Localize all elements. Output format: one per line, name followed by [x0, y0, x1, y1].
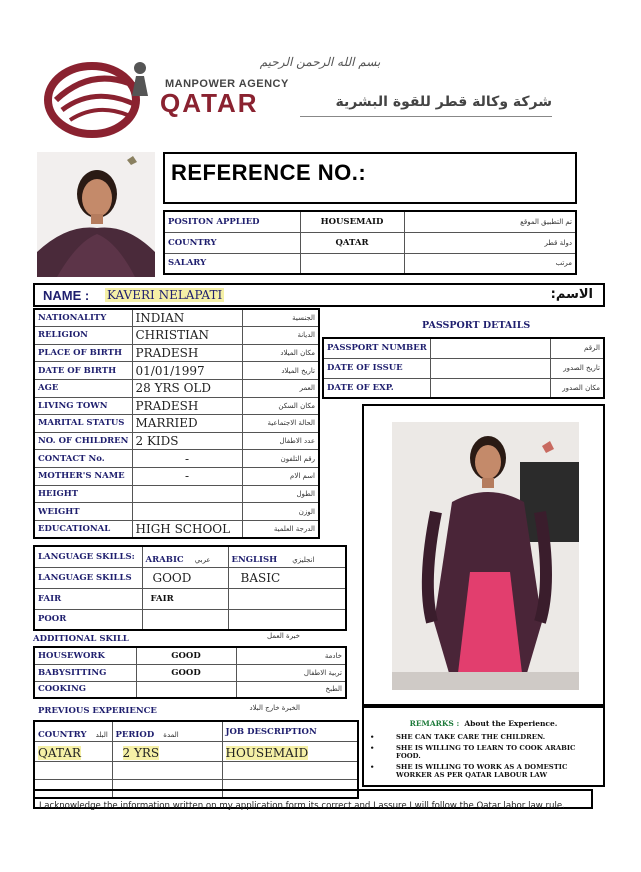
mother-s-name-value: -	[132, 467, 242, 485]
age-value: 28 YRS OLD	[132, 379, 242, 397]
babysitting-label: BABYSITTING	[34, 664, 136, 681]
date-of-birth-value: 01/01/1997	[132, 362, 242, 380]
arabic-label-ar: عربي	[194, 556, 211, 565]
housework-arabic: خادمة	[236, 647, 346, 664]
no-of-children-value: 2 KIDS	[132, 432, 242, 450]
header-underline	[300, 116, 552, 117]
table-row	[34, 432, 319, 450]
position-table	[163, 210, 577, 275]
acknowledgement-box	[33, 789, 593, 809]
agency-subtitle: MANPOWER AGENCY	[165, 78, 289, 90]
table-row	[34, 567, 346, 588]
table-row	[164, 211, 576, 232]
date-of-birth-arabic: تاريخ الميلاد	[242, 362, 319, 380]
age-arabic: العمر	[242, 379, 319, 397]
previous-experience-title: PREVIOUS EXPERIENCE	[38, 706, 157, 716]
passport-number-value	[430, 338, 550, 358]
position-applied-value: HOUSEMAID	[300, 211, 404, 232]
table-row	[34, 588, 346, 609]
job-col-label: JOB DESCRIPTION	[222, 721, 358, 742]
place-of-birth-value: PRADESH	[132, 344, 242, 362]
country-value: QATAR	[300, 232, 404, 253]
weight-value	[132, 503, 242, 521]
marital-status-label: MARITAL STATUS	[34, 415, 132, 433]
religion-label: RELIGION	[34, 327, 132, 345]
date-of-exp-arabic: مكان الصدور	[550, 378, 604, 398]
table-row	[323, 358, 604, 378]
period-col-header	[112, 721, 222, 742]
table-row	[34, 546, 346, 567]
name-label: NAME :	[43, 288, 90, 303]
name-value: KAVERI NELAPATI	[107, 288, 223, 302]
salary-arabic: مرتب	[404, 253, 576, 274]
bismillah-calligraphy: بسم الله الرحمن الرحيم	[259, 55, 381, 69]
language-skills-header: LANGUAGE SKILLS:	[34, 546, 142, 567]
table-row	[34, 503, 319, 521]
experience-country-cell	[34, 742, 112, 762]
poor-arabic-value	[142, 609, 228, 630]
weight-arabic: الوزن	[242, 503, 319, 521]
babysitting-arabic: تربية الاطفال	[236, 664, 346, 681]
personal-details-table	[33, 308, 320, 539]
remark-text: SHE CAN TAKE CARE THE CHILDREN.	[396, 733, 546, 741]
weight-label: WEIGHT	[34, 503, 132, 521]
full-body-photo	[392, 422, 579, 690]
passport-title: PASSPORT DETAILS	[422, 320, 531, 331]
marital-status-arabic: الحالة الاجتماعية	[242, 415, 319, 433]
table-row	[34, 415, 319, 433]
no-of-children-arabic: عدد الاطفال	[242, 432, 319, 450]
height-label: HEIGHT	[34, 485, 132, 503]
english-column-header	[228, 546, 346, 567]
age-label: AGE	[34, 379, 132, 397]
passport-number-label: PASSPORT NUMBER	[323, 338, 430, 358]
table-row	[34, 362, 319, 380]
living-town-value: PRADESH	[132, 397, 242, 415]
name-bar	[33, 283, 605, 307]
remarks-title: REMARKS :	[409, 719, 460, 728]
bullet-icon: •	[370, 733, 375, 741]
table-row	[34, 379, 319, 397]
table-row	[34, 450, 319, 468]
header	[0, 0, 641, 130]
table-row	[164, 232, 576, 253]
list-item	[370, 733, 597, 742]
table-row	[34, 327, 319, 345]
period-col-label-ar: المدة	[163, 731, 179, 739]
table-row	[34, 721, 358, 742]
table-row	[34, 485, 319, 503]
name-arabic: الاسم:	[550, 287, 593, 302]
reference-box	[163, 152, 577, 204]
mother-s-name-arabic: اسم الام	[242, 467, 319, 485]
remarks-title-rest: About the Experience.	[464, 719, 558, 728]
bullet-icon: •	[370, 743, 375, 752]
arabic-skill-value: GOOD	[142, 567, 228, 588]
housework-value: GOOD	[136, 647, 236, 664]
date-of-birth-label: DATE OF BIRTH	[34, 362, 132, 380]
country-label: COUNTRY	[164, 232, 300, 253]
table-row	[34, 647, 346, 664]
table-row	[164, 253, 576, 274]
poor-label: POOR	[34, 609, 142, 630]
acknowledgement-text: I acknowledge the information written on my application form its correct and I assure I will follow the Qatar labor law rule.	[39, 801, 565, 811]
date-of-exp-value	[430, 378, 550, 398]
date-of-issue-value	[430, 358, 550, 378]
contact-no-label: CONTACT No.	[34, 450, 132, 468]
remark-text: SHE IS WILLING TO WORK AS A DOMESTIC WORKER AS PER QATAR LABOUR LAW	[396, 762, 568, 779]
place-of-birth-arabic: مكان الميلاد	[242, 344, 319, 362]
country-col-label-ar: البلد	[95, 731, 108, 739]
language-skills-row-label: LANGUAGE SKILLS	[34, 567, 142, 588]
portrait-photo	[37, 152, 155, 277]
salary-value	[300, 253, 404, 274]
reference-label: REFERENCE NO.:	[171, 160, 367, 185]
contact-no-arabic: رقم التلفون	[242, 450, 319, 468]
table-row	[34, 397, 319, 415]
housework-label: HOUSEWORK	[34, 647, 136, 664]
position-applied-label: POSITON APPLIED	[164, 211, 300, 232]
date-of-exp-label: DATE OF EXP.	[323, 378, 430, 398]
living-town-label: LIVING TOWN	[34, 397, 132, 415]
passport-number-arabic: الرقم	[550, 338, 604, 358]
mother-s-name-label: MOTHER'S NAME	[34, 467, 132, 485]
language-skills-table	[33, 545, 347, 631]
fair-english-value	[228, 588, 346, 609]
table-row	[34, 742, 358, 762]
nationality-arabic: الجنسية	[242, 309, 319, 327]
table-row	[34, 309, 319, 327]
table-row	[34, 520, 319, 538]
cooking-value	[136, 681, 236, 698]
previous-experience-title-ar: الخبرة خارج البلاد	[249, 704, 300, 712]
experience-job-cell	[222, 742, 358, 762]
cooking-arabic: الطبخ	[236, 681, 346, 698]
religion-value: CHRISTIAN	[132, 327, 242, 345]
remarks-heading	[370, 711, 597, 730]
additional-skill-table	[33, 646, 347, 699]
additional-skill-title: ADDITIONAL SKILL	[33, 634, 129, 644]
list-item	[370, 763, 597, 780]
table-row	[323, 338, 604, 358]
religion-arabic: الديانة	[242, 327, 319, 345]
arabic-column-header	[142, 546, 228, 567]
table-row	[34, 762, 358, 780]
agency-logo-icon	[44, 56, 156, 138]
table-row	[34, 664, 346, 681]
passport-table	[322, 337, 605, 399]
contact-no-value: -	[132, 450, 242, 468]
fair-label: FAIR	[34, 588, 142, 609]
english-skill-value: BASIC	[228, 567, 346, 588]
salary-label: SALARY	[164, 253, 300, 274]
marital-status-value: MARRIED	[132, 415, 242, 433]
babysitting-value: GOOD	[136, 664, 236, 681]
table-row	[323, 378, 604, 398]
country-arabic: دولة قطر	[404, 232, 576, 253]
full-photo-frame	[362, 404, 605, 706]
english-label-ar: انجليزي	[292, 556, 315, 565]
table-row	[34, 609, 346, 630]
no-of-children-label: NO. OF CHILDREN	[34, 432, 132, 450]
table-row	[34, 467, 319, 485]
educational-arabic: الدرجة العلمية	[242, 520, 319, 538]
table-row	[34, 344, 319, 362]
experience-job: HOUSEMAID	[225, 746, 309, 760]
period-col-label: PERIOD	[115, 730, 155, 740]
bullet-icon: •	[370, 762, 375, 771]
experience-period-cell	[112, 742, 222, 762]
living-town-arabic: مكان السكن	[242, 397, 319, 415]
country-col-header	[34, 721, 112, 742]
experience-period: 2 YRS	[122, 746, 160, 760]
poor-english-value	[228, 609, 346, 630]
agency-name: QATAR	[160, 88, 259, 118]
educational-label: EDUCATIONAL	[34, 520, 132, 538]
remarks-box	[362, 706, 605, 787]
agency-name-arabic: شركة وكالة قطر للقوة البشرية	[335, 94, 552, 110]
arabic-label: ARABIC	[145, 555, 184, 566]
height-arabic: الطول	[242, 485, 319, 503]
date-of-issue-arabic: تاريخ الصدور	[550, 358, 604, 378]
nationality-value: INDIAN	[132, 309, 242, 327]
english-label: ENGLISH	[231, 555, 278, 566]
nationality-label: NATIONALITY	[34, 309, 132, 327]
height-value	[132, 485, 242, 503]
educational-value: HIGH SCHOOL	[132, 520, 242, 538]
fair-arabic-value: FAIR	[142, 588, 228, 609]
date-of-issue-label: DATE OF ISSUE	[323, 358, 430, 378]
cooking-label: COOKING	[34, 681, 136, 698]
remarks-list	[370, 733, 597, 780]
experience-country: QATAR	[38, 746, 81, 760]
place-of-birth-label: PLACE OF BIRTH	[34, 344, 132, 362]
experience-table	[33, 720, 359, 799]
country-col-label: COUNTRY	[38, 730, 87, 740]
table-row	[34, 681, 346, 698]
remark-text: SHE IS WILLING TO LEARN TO COOK ARABIC FOOD.	[396, 743, 576, 760]
additional-skill-title-ar: خبرة العمل	[267, 632, 300, 640]
list-item	[370, 744, 597, 761]
position-applied-arabic: تم التطبيق الموقع	[404, 211, 576, 232]
